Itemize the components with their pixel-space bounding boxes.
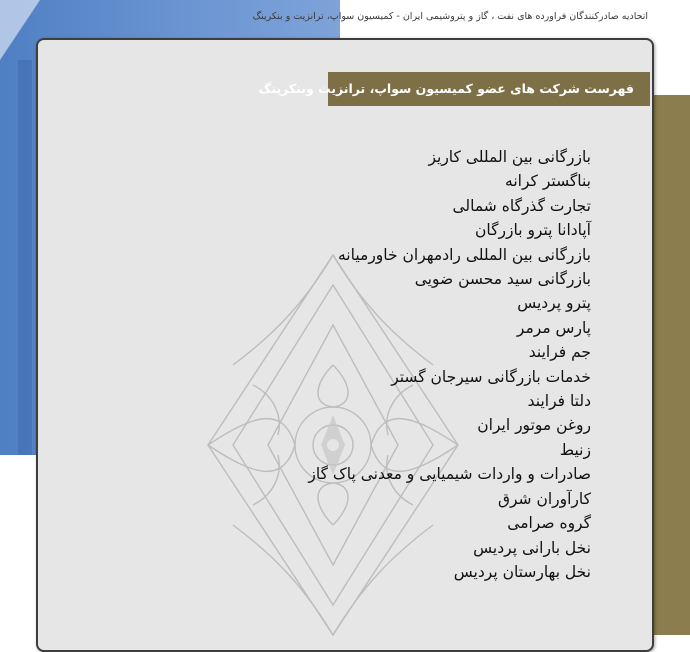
list-item: تجارت گذرگاه شمالی	[452, 196, 591, 215]
list-item: بازرگانی بین المللی رادمهران خاورمیانه	[338, 245, 591, 264]
list-item: روغن موتور ایران	[477, 416, 591, 435]
content-panel	[36, 38, 654, 652]
list-item: جم فرایند	[528, 343, 591, 362]
list-item: صادرات و واردات شیمیایی و معدنی پاک گاز	[308, 465, 591, 484]
list-item: پارس مرمر	[516, 318, 591, 337]
list-item: نخل بهارستان پردیس	[453, 562, 591, 581]
list-item: بازرگانی بین المللی کاریز	[428, 148, 591, 166]
panel-title: فهرست شرکت های عضو کمیسیون سواپ، ترانزیت وبنکرینگ	[328, 72, 650, 106]
list-item: بازرگانی سید محسن ضویی	[414, 270, 591, 289]
list-item: گروه صرامی	[507, 514, 591, 533]
list-item: زنیط	[559, 440, 591, 459]
list-item: نخل بارانی پردیس	[473, 538, 591, 557]
list-item: دلتا فرایند	[527, 392, 591, 411]
company-list	[308, 145, 591, 584]
header-text: اتحادیه صادرکنندگان فراورده های نفت ، گاز و پتروشیمی ایران - کمیسیون سواپ، ترانزیت و بنکرینگ	[252, 11, 648, 22]
list-item: بناگستر کرانه	[505, 172, 591, 191]
blue-shadow-strip	[18, 60, 32, 455]
olive-side-strip	[650, 95, 690, 635]
list-item: پترو پردیس	[517, 294, 591, 313]
list-item: آپادانا پترو بازرگان	[475, 221, 591, 240]
list-item: خدمات بازرگانی سیرجان گستر	[391, 367, 591, 386]
list-item: کارآوران شرق	[497, 489, 591, 508]
